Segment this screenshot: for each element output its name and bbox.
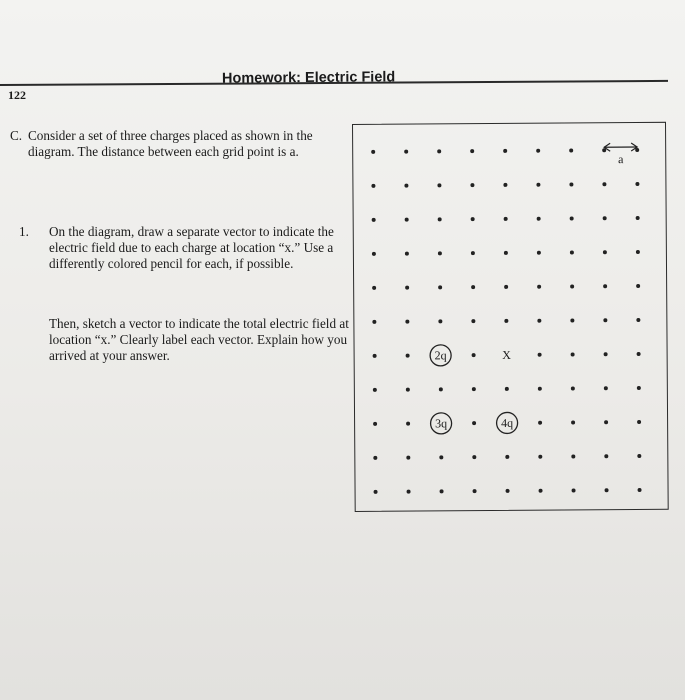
- grid-dot: [504, 217, 508, 221]
- grid-dot: [504, 319, 508, 323]
- grid-dot: [506, 489, 510, 493]
- grid-dot: [438, 319, 442, 323]
- grid-dot: [373, 354, 377, 358]
- grid-dot: [472, 353, 476, 357]
- grid-dot: [406, 456, 410, 460]
- grid-dot: [405, 320, 409, 324]
- grid-dot: [538, 353, 542, 357]
- grid-dot: [438, 217, 442, 221]
- grid-dot: [536, 149, 540, 153]
- grid-dot: [569, 182, 573, 186]
- grid-dot: [504, 251, 508, 255]
- grid-dot: [636, 250, 640, 254]
- grid-dot: [638, 488, 642, 492]
- grid-dot: [571, 454, 575, 458]
- grid-dot: [538, 387, 542, 391]
- charge-label: 2q: [434, 348, 447, 363]
- grid-dot: [438, 285, 442, 289]
- grid-dot: [604, 386, 608, 390]
- grid-dot: [406, 422, 410, 426]
- grid-dot: [636, 318, 640, 322]
- grid-dot: [372, 252, 376, 256]
- grid-dot: [570, 284, 574, 288]
- grid-dot: [603, 250, 607, 254]
- grid-dot: [438, 251, 442, 255]
- grid-dot: [537, 285, 541, 289]
- grid-dot: [470, 149, 474, 153]
- grid-dot: [503, 183, 507, 187]
- question-letter: C.: [10, 128, 23, 143]
- grid-dot: [373, 422, 377, 426]
- grid-dot: [539, 489, 543, 493]
- charge-2q: [430, 345, 451, 366]
- grid-dot: [373, 456, 377, 460]
- grid-dot: [604, 420, 608, 424]
- grid-dot: [440, 489, 444, 493]
- grid-dot: [603, 216, 607, 220]
- grid-dot: [536, 183, 540, 187]
- grid-dot: [471, 217, 475, 221]
- grid-dot: [637, 352, 641, 356]
- grid-dot: [472, 387, 476, 391]
- grid-dot: [569, 148, 573, 152]
- grid-dot: [537, 319, 541, 323]
- grid-dot: [439, 387, 443, 391]
- grid-dot: [571, 420, 575, 424]
- grid-dot: [472, 455, 476, 459]
- grid-dot: [404, 184, 408, 188]
- grid-dot: [471, 251, 475, 255]
- grid-dot: [471, 285, 475, 289]
- charge-4q: [497, 412, 518, 433]
- grid-dot: [405, 252, 409, 256]
- grid-dot: [635, 182, 639, 186]
- grid-dot: [604, 352, 608, 356]
- grid-dot: [472, 421, 476, 425]
- grid-dot: [374, 490, 378, 494]
- grid-dot: [404, 150, 408, 154]
- point-x-label: X: [502, 347, 512, 362]
- grid-dot: [372, 218, 376, 222]
- page-title: Homework: Electric Field: [221, 69, 396, 87]
- grid-dot: [437, 149, 441, 153]
- grid-dot: [371, 184, 375, 188]
- grid-dot: [406, 388, 410, 392]
- grid-dot: [538, 421, 542, 425]
- grid-dot: [571, 352, 575, 356]
- grid-dot: [637, 454, 641, 458]
- grid-dot: [405, 286, 409, 290]
- grid-dot: [504, 285, 508, 289]
- part-1-instruction-a: On the diagram, draw a separate vector to indicate the electric field due to each charge at location “x.” Use a differently colored pencil for each, if possible.: [49, 224, 334, 271]
- grid-dot: [537, 217, 541, 221]
- grid-dot: [538, 455, 542, 459]
- grid-dot: [605, 488, 609, 492]
- grid-dot: [372, 320, 376, 324]
- page-number: 122: [8, 88, 26, 102]
- grid-dot: [473, 489, 477, 493]
- spacing-label: a: [618, 152, 624, 167]
- charge-label: 4q: [501, 415, 514, 430]
- grid-dot: [505, 455, 509, 459]
- grid-dot: [373, 388, 377, 392]
- grid-dot: [537, 251, 541, 255]
- grid-dot: [603, 284, 607, 288]
- grid-dot: [439, 455, 443, 459]
- part-number: 1.: [19, 224, 29, 239]
- grid-dot: [372, 286, 376, 290]
- grid-canvas[interactable]: [353, 123, 668, 511]
- grid-dot: [437, 183, 441, 187]
- grid-dot: [371, 150, 375, 154]
- grid-dot: [570, 318, 574, 322]
- part-1-instruction-b: Then, sketch a vector to indicate the total electric field at location “x.” Clearly label each vector. Explain how you arrived at your answer.: [49, 316, 349, 363]
- grid-dot: [407, 490, 411, 494]
- charge-grid-diagram[interactable]: [352, 122, 669, 512]
- grid-dot: [571, 386, 575, 390]
- grid-dot: [471, 319, 475, 323]
- grid-dot: [637, 420, 641, 424]
- grid-dot: [637, 386, 641, 390]
- grid-dot: [570, 250, 574, 254]
- grid-dot: [603, 318, 607, 322]
- grid-dot: [570, 216, 574, 220]
- grid-dot: [572, 488, 576, 492]
- grid-dot: [405, 218, 409, 222]
- grid-dot: [406, 354, 410, 358]
- grid-dot: [636, 284, 640, 288]
- grid-dot: [602, 182, 606, 186]
- charge-label: 3q: [435, 416, 448, 431]
- grid-dot: [470, 183, 474, 187]
- grid-dot: [604, 454, 608, 458]
- grid-dot: [505, 387, 509, 391]
- grid-dot: [503, 149, 507, 153]
- grid-dot: [636, 216, 640, 220]
- charge-3q: [431, 413, 452, 434]
- question-text: Consider a set of three charges placed as shown in the diagram. The distance between each grid point is a.: [28, 128, 313, 159]
